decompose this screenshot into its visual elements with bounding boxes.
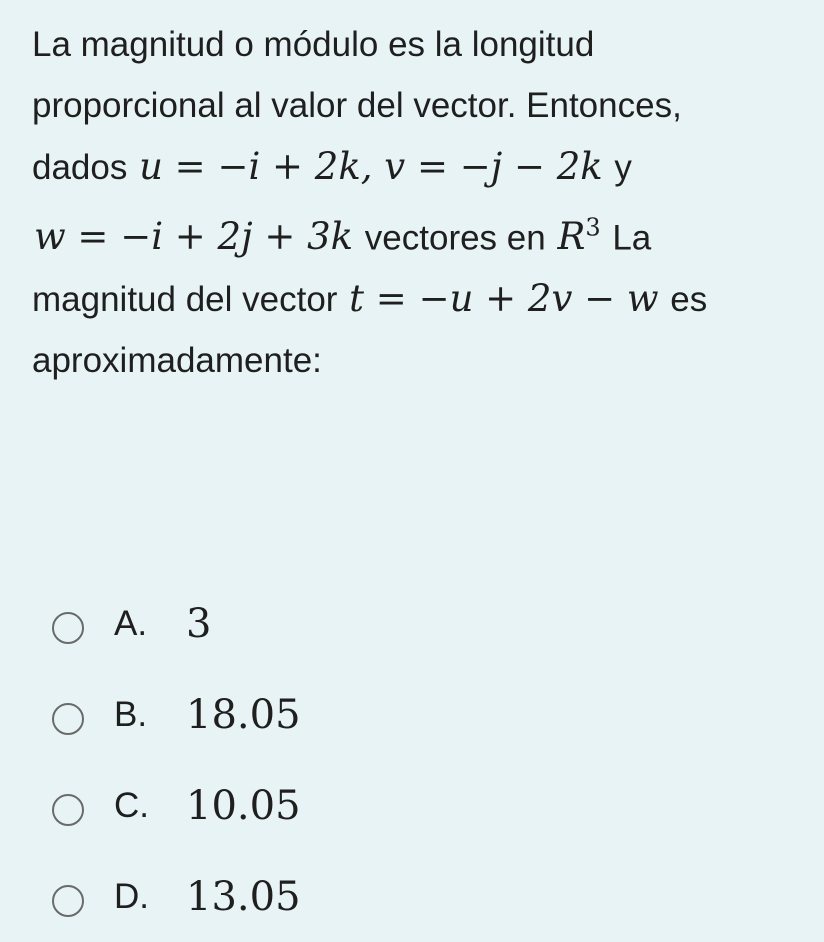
math-w-definition: w = −i + 2j + 3k <box>34 215 354 259</box>
text-magnitud-del-vector: magnitud del vector <box>32 280 348 320</box>
option-c-value: 10.05 <box>186 782 301 829</box>
option-b[interactable] <box>52 669 301 760</box>
text-vectores-en: vectores en <box>355 218 556 258</box>
text-es: es <box>660 280 708 320</box>
radio-option-c[interactable] <box>52 794 84 826</box>
math-t-definition: t = −u + 2v − w <box>349 277 659 321</box>
option-b-letter: B. <box>114 694 148 734</box>
option-a[interactable] <box>52 578 301 669</box>
text-dados: dados <box>32 148 138 187</box>
question-line-1 <box>32 14 812 75</box>
radio-option-d[interactable] <box>52 885 84 917</box>
question-line-5 <box>32 268 812 330</box>
radio-option-b[interactable] <box>52 703 84 735</box>
option-d-letter: D. <box>114 876 149 916</box>
text-y: y <box>604 148 632 187</box>
question-line-3 <box>32 136 812 198</box>
question-line-4 <box>32 198 812 268</box>
option-d[interactable] <box>52 851 301 942</box>
text-la: La <box>602 218 652 258</box>
question-line-6 <box>32 330 812 391</box>
math-r3 <box>555 215 602 258</box>
option-c-letter: C. <box>114 785 149 825</box>
question-line-1-text: La magnitud o módulo es la longitud <box>32 25 595 64</box>
radio-option-a[interactable] <box>52 612 84 644</box>
math-r: R <box>557 215 586 259</box>
option-a-value: 3 <box>186 600 212 647</box>
option-b-value: 18.05 <box>186 691 301 738</box>
text-aproximadamente: aproximadamente: <box>32 341 322 381</box>
question-text <box>32 14 812 391</box>
question-line-2 <box>32 75 812 136</box>
option-d-value: 13.05 <box>186 873 301 920</box>
option-c[interactable] <box>52 760 301 851</box>
math-u-v-definition: u = −i + 2k, v = −j − 2k <box>139 145 603 188</box>
question-line-2-text: proporcional al valor del vector. Entonces, <box>32 86 682 125</box>
math-r-exponent: 3 <box>585 214 601 242</box>
answer-options <box>52 578 301 942</box>
option-a-letter: A. <box>114 603 148 643</box>
